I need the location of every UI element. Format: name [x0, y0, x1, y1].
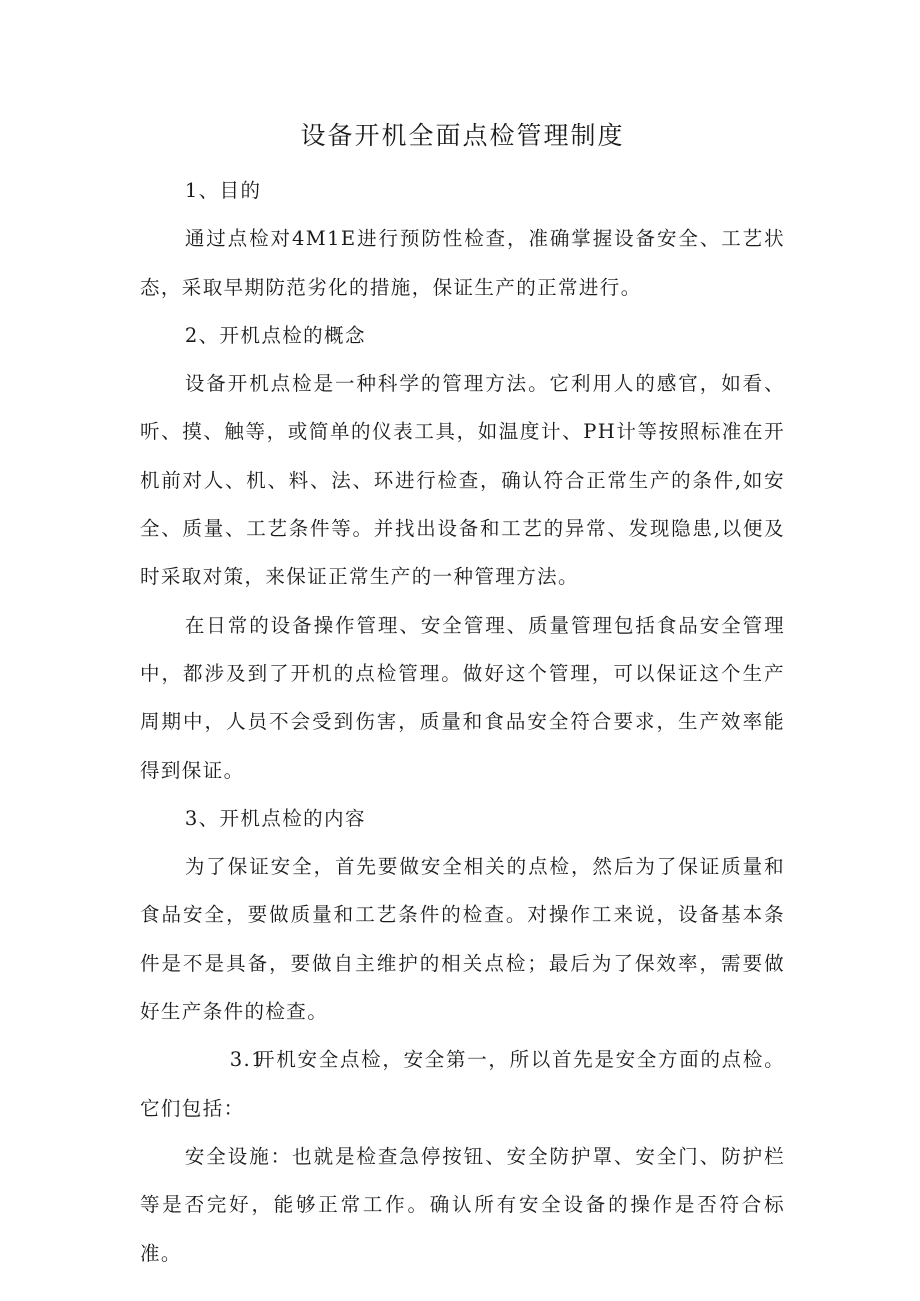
paragraph-content: 为了保证安全，首先要做安全相关的点检，然后为了保证质量和食品安全，要做质量和工艺条件的检查。对操作工来说，设备基本条件是不是具备，要做自主维护的相关点检；最后为了保效率，需要做好生产条件的检查。	[140, 855, 785, 1024]
section-heading-purpose: 1、目的	[184, 179, 262, 202]
paragraph-management: 在日常的设备操作管理、安全管理、质量管理包括食品安全管理中，都涉及到了开机的点检管理。做好这个管理，可以保证这个生产周期中，人员不会受到伤害，质量和食品安全符合要求，生产效率能得到保证。	[140, 613, 785, 782]
subsection-number: 3.1	[229, 1048, 265, 1072]
subsection-safety-check	[140, 1036, 785, 1133]
section-heading-content: 3、开机点检的内容	[184, 806, 366, 830]
document-body	[140, 167, 785, 1278]
paragraph-concept: 设备开机点检是一种科学的管理方法。它利用人的感官，如看、听、摸、触等，或简单的仪表工具，如温度计、PH计等按照标准在开机前对人、机、料、法、环进行检查，确认符合正常生产的条件,如安全、质量、工艺条件等。并找出设备和工艺的异常、发现隐患,以便及时采取对策，来保证正常生产的一种管理方法。	[140, 372, 785, 589]
section-heading-concept: 2、开机点检的概念	[184, 323, 366, 347]
subsection-text: 开机安全点检，安全第一，所以首先是安全方面的点检。它们包括：	[140, 1048, 785, 1120]
paragraph-safety-facilities: 安全设施：也就是检查急停按钮、安全防护罩、安全门、防护栏等是否完好，能够正常工作。确认所有安全设备的操作是否符合标准。	[140, 1144, 785, 1265]
document-title: 设备开机全面点检管理制度	[300, 121, 625, 150]
paragraph-purpose: 通过点检对4M1E进行预防性检查，准确掌握设备安全、工艺状态，采取早期防范劣化的措施，保证生产的正常进行。	[140, 227, 785, 299]
